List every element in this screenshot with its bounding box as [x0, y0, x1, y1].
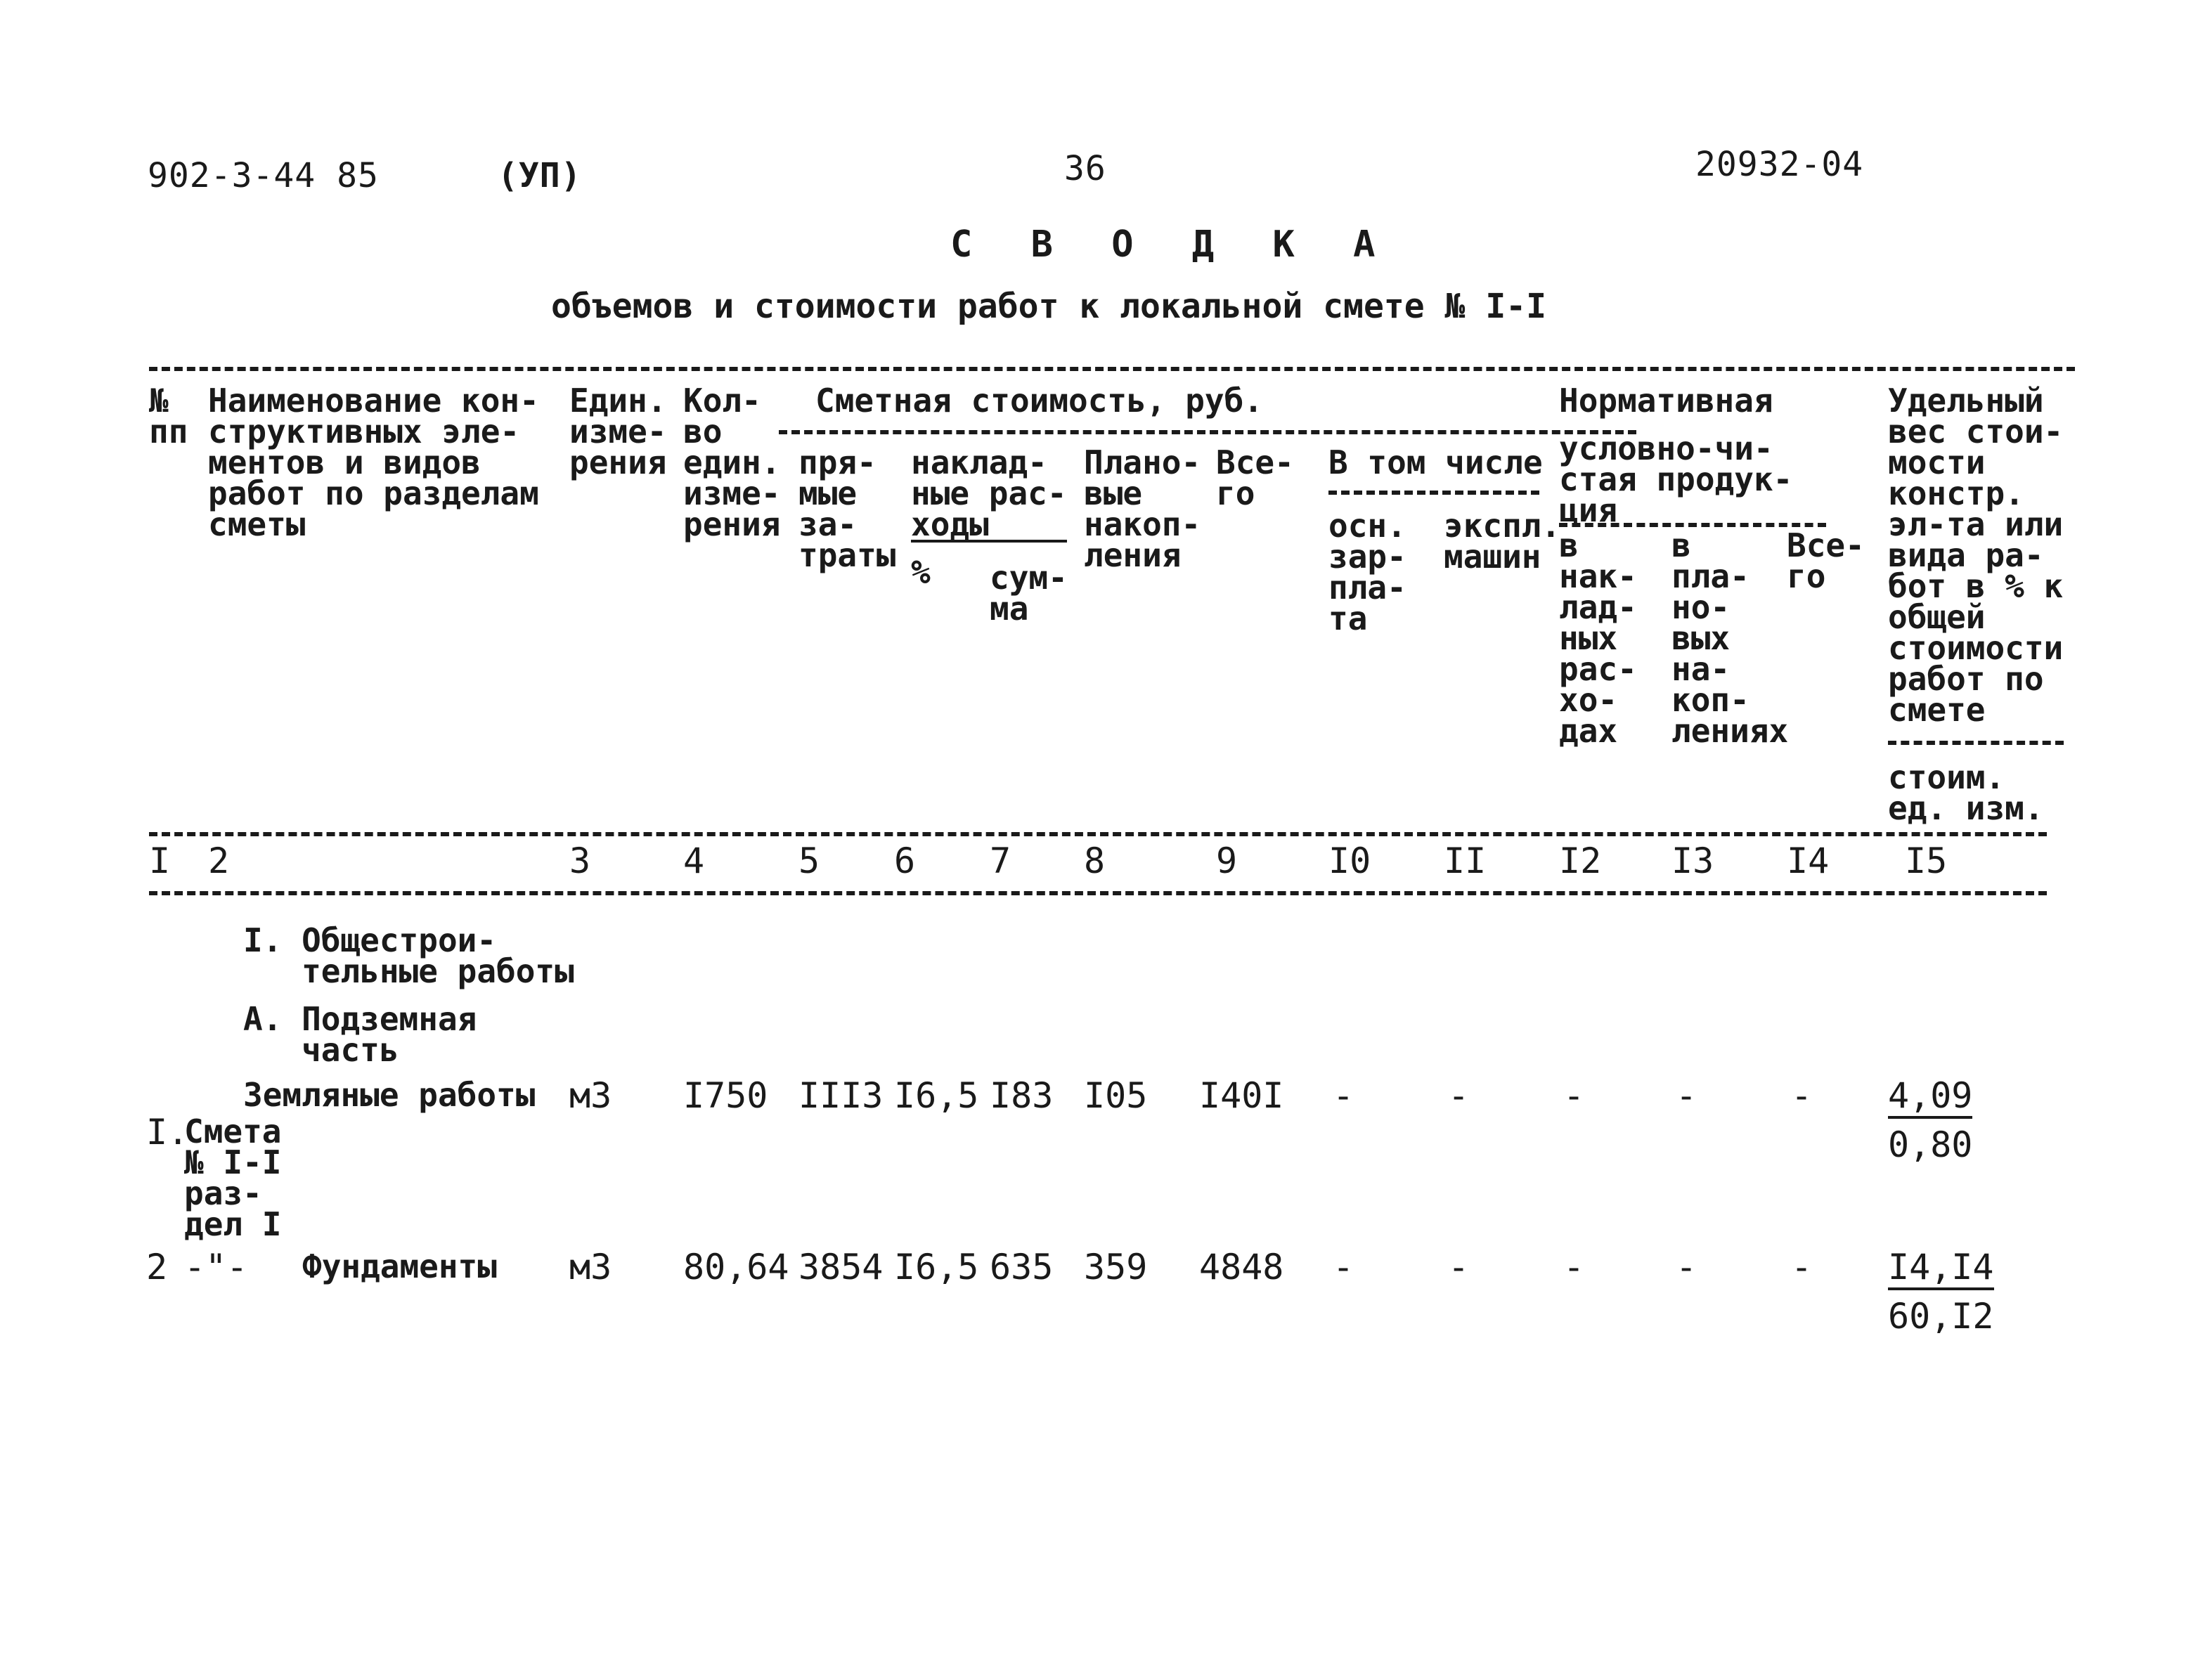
col-number: 8 — [1084, 841, 1106, 881]
column-numbers-rule — [149, 891, 2047, 895]
cost-group-rule — [779, 430, 1636, 434]
row-overhead-percent: I6,5 — [894, 1075, 979, 1116]
col-number: 4 — [683, 841, 705, 881]
row-overhead-sum: 635 — [990, 1247, 1054, 1287]
col-number: I — [149, 841, 171, 881]
col-number: 9 — [1216, 841, 1238, 881]
including-group-rule — [1328, 491, 1539, 495]
document-code: 902-3-44 85 — [148, 156, 379, 195]
row-unit-cost: 60,I2 — [1888, 1296, 1994, 1337]
col-header-overhead-percent: % — [911, 553, 931, 591]
col-header-total: Все- го — [1216, 443, 1294, 512]
col-header-unit: Един. изме- рения — [569, 382, 667, 481]
section-heading-general-construction: I. Общестрои- тельные работы — [243, 921, 574, 990]
col-number: I0 — [1328, 841, 1371, 881]
row-overhead-percent: I6,5 — [894, 1247, 979, 1287]
table-top-rule — [149, 367, 2075, 371]
section-heading-underground-part: А. Подземная часть — [243, 1000, 477, 1069]
col-group-net-production: условно-чи- стая продук- ция — [1559, 429, 1793, 529]
row-norm-total: - — [1791, 1075, 1813, 1116]
col-number: I2 — [1559, 841, 1602, 881]
row-direct-costs: III3 — [798, 1075, 884, 1116]
row-specific-weight: 4,09 — [1888, 1075, 1972, 1119]
col-number: 5 — [798, 841, 820, 881]
row-norm-total: - — [1791, 1247, 1813, 1287]
row-norm-overhead: - — [1563, 1075, 1585, 1116]
row-number: 2 — [146, 1247, 168, 1287]
col-number: I3 — [1671, 841, 1714, 881]
col-number: 3 — [569, 841, 591, 881]
row-name: Фундаменты — [302, 1247, 497, 1285]
net-production-rule — [1559, 523, 1826, 527]
archive-number: 20932-04 — [1695, 145, 1864, 184]
row-norm-planned: - — [1676, 1075, 1697, 1116]
row-base-salary: - — [1333, 1075, 1354, 1116]
col-header-overhead: наклад- ные рас- ходы — [911, 443, 1067, 543]
row-quantity: I750 — [683, 1075, 768, 1116]
col-header-base-salary: осн. зар- пла- та — [1328, 507, 1406, 637]
col-number: 7 — [990, 841, 1011, 881]
row-planned-savings: I05 — [1084, 1075, 1148, 1116]
col-group-including: В том числе — [1328, 443, 1543, 481]
row-specific-weight: I4,I4 — [1888, 1247, 1994, 1290]
col-header-name: Наименование кон- структивных эле- ментов и видов работ по разделам сметы — [208, 382, 539, 543]
col-header-quantity: Кол- во един. изме- рения — [683, 382, 781, 543]
col-header-unit-cost: стоим. ед. изм. — [1888, 758, 2044, 827]
specific-weight-rule — [1888, 741, 2064, 745]
row-unit: м3 — [569, 1075, 612, 1116]
document-title: С В О Д К А — [950, 223, 1394, 266]
col-header-machine-operation: экспл. машин — [1444, 507, 1561, 576]
col-header-specific-weight: Удельный вес стои- мости констр. эл-та или вида ра- бот в % к общей стоимости работ по смете — [1888, 382, 2064, 729]
row-number: I. — [146, 1112, 189, 1153]
row-norm-overhead: - — [1563, 1247, 1585, 1287]
page-number: 36 — [1064, 149, 1106, 188]
row-planned-savings: 359 — [1084, 1247, 1148, 1287]
row-reference: -"- — [184, 1247, 248, 1287]
col-header-normative-total: Все- го — [1787, 526, 1865, 595]
row-norm-planned: - — [1676, 1247, 1697, 1287]
row-total: 4848 — [1199, 1247, 1284, 1287]
row-unit: м3 — [569, 1247, 612, 1287]
col-number: II — [1444, 841, 1487, 881]
row-unit-cost: 0,80 — [1888, 1124, 1973, 1165]
row-machine-operation: - — [1448, 1075, 1470, 1116]
row-machine-operation: - — [1448, 1247, 1470, 1287]
col-header-planned-savings: Плано- вые накоп- ления — [1084, 443, 1201, 574]
row-direct-costs: 3854 — [798, 1247, 884, 1287]
col-header-overhead-sum: сум- ма — [990, 559, 1068, 628]
document-subtitle: объемов и стоимости работ к локальной смете № I-I — [551, 287, 1547, 326]
col-group-normative: Нормативная — [1559, 382, 1773, 420]
col-header-in-planned-savings: в пла- но- вых на- коп- лениях — [1671, 526, 1789, 750]
row-overhead-sum: I83 — [990, 1075, 1054, 1116]
header-bottom-rule — [149, 832, 2047, 836]
row-total: I40I — [1199, 1075, 1284, 1116]
row-reference: Смета № I-I раз- дел I — [184, 1112, 282, 1243]
row-base-salary: - — [1333, 1247, 1354, 1287]
col-number: I4 — [1787, 841, 1830, 881]
row-name: Земляные работы — [243, 1076, 536, 1114]
col-header-direct-costs: пря- мые за- траты — [798, 443, 896, 574]
row-quantity: 80,64 — [683, 1247, 789, 1287]
col-number: 2 — [208, 841, 230, 881]
col-number: I5 — [1905, 841, 1948, 881]
col-header-number: № пп — [149, 382, 188, 450]
document-series: (УП) — [498, 156, 582, 195]
col-number: 6 — [894, 841, 916, 881]
col-header-in-overhead: в нак- лад- ных рас- хо- дах — [1559, 526, 1637, 750]
col-group-estimated-cost: Сметная стоимость, руб. — [815, 382, 1263, 420]
